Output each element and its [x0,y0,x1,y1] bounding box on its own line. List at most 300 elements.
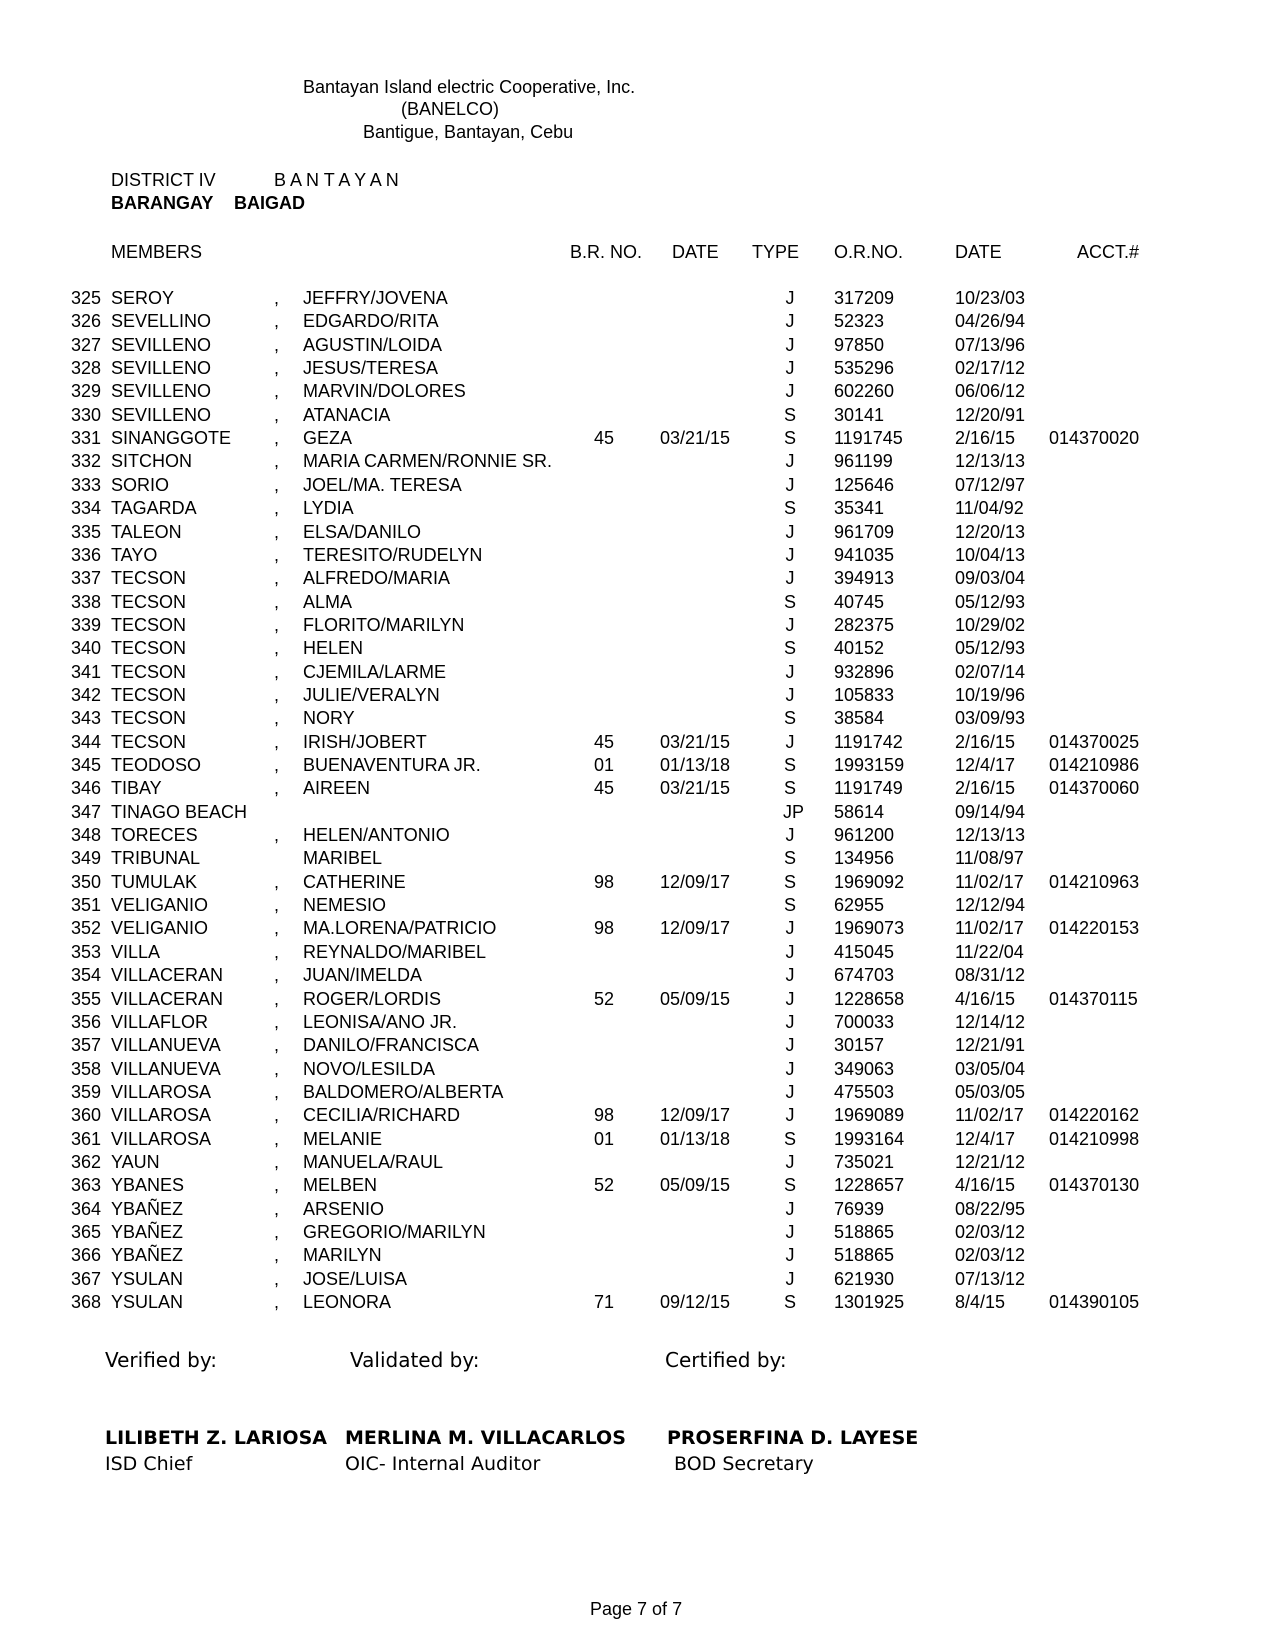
member-first-names: HELEN [303,638,364,659]
member-last-name: VILLANUEVA [111,1035,221,1056]
district-label: DISTRICT IV [111,170,216,190]
or-date: 12/4/17 [955,1128,1016,1149]
membership-type: J [785,1222,795,1242]
table-row [0,405,1275,428]
member-number: 350 [71,871,102,892]
name-separator: , [274,918,280,939]
account-number: 014210998 [1049,1128,1140,1149]
member-first-names: MELANIE [303,1128,383,1149]
or-number: 317209 [834,288,895,308]
col-acct: ACCT.# [1077,242,1140,262]
member-number: 330 [71,404,102,425]
membership-type: J [785,474,795,495]
member-first-names: ELSA/DANILO [303,521,422,542]
col-or-no: O.R.NO. [834,242,904,262]
or-date: 02/03/12 [955,1245,1026,1266]
member-last-name: VILLAROSA [111,1128,212,1149]
membership-type: S [783,848,796,869]
or-number: 535296 [834,358,895,379]
table-row [0,311,1275,334]
or-number: 97850 [834,334,885,355]
member-first-names: NORY [303,708,355,729]
col-date2: DATE [955,242,1002,262]
membership-type: J [785,1105,795,1126]
or-number: 475503 [834,1081,895,1102]
membership-type: J [785,1011,795,1032]
br-date: 12/09/17 [660,1105,731,1126]
table-row [0,989,1275,1012]
or-number: 1993159 [834,755,905,775]
or-date: 05/12/93 [955,591,1026,612]
table-row [0,942,1275,965]
membership-type: S [783,404,796,425]
member-last-name: YAUN [111,1151,160,1172]
table-row [0,1222,1275,1245]
table-row [0,1105,1275,1128]
table-row [0,428,1275,451]
member-number: 353 [71,941,102,962]
member-first-names: ATANACIA [303,404,391,425]
member-number: 344 [71,731,102,752]
member-last-name: TALEON [111,521,182,542]
member-first-names: NOVO/LESILDA [303,1058,436,1079]
member-number: 337 [71,568,102,589]
name-separator: , [274,1105,280,1126]
certified-by-caption: Certified by: [665,1348,787,1372]
membership-type: J [785,521,795,542]
or-date: 10/23/03 [955,288,1026,308]
table-row [0,1035,1275,1058]
certifier-title: BOD Secretary [674,1453,814,1475]
member-last-name: VILLACERAN [111,988,224,1009]
name-separator: , [274,334,280,355]
member-last-name: YSULAN [111,1268,184,1289]
membership-type: J [785,684,795,705]
table-row [0,802,1275,825]
name-separator: , [274,451,280,472]
membership-type: J [785,941,795,962]
or-number: 961199 [834,451,893,472]
membership-type: S [783,778,796,799]
member-number: 334 [71,498,102,519]
member-number: 335 [71,521,102,542]
table-row [0,335,1275,358]
member-first-names: REYNALDO/MARIBEL [303,941,487,962]
or-date: 11/08/97 [955,848,1024,869]
page-number: Page 7 of 7 [590,1599,683,1619]
member-first-names: JOEL/MA. TERESA [303,474,462,495]
table-row [0,615,1275,638]
member-number: 346 [71,778,102,799]
name-separator: , [274,404,280,425]
member-number: 358 [71,1058,102,1079]
member-last-name: YBAÑEZ [111,1245,184,1266]
member-first-names: TERESITO/RUDELYN [303,544,483,565]
or-number: 105833 [834,684,895,705]
table-row [0,1269,1275,1292]
member-last-name: TECSON [111,568,187,589]
table-row [0,1082,1275,1105]
member-last-name: TAGARDA [111,498,197,519]
member-last-name: SEVILLENO [111,404,212,425]
verifier-name: LILIBETH Z. LARIOSA [105,1427,327,1449]
or-number: 1993164 [834,1128,905,1149]
name-separator: , [274,358,280,379]
name-separator: , [274,1081,280,1102]
or-number: 1228658 [834,988,905,1009]
br-date: 03/21/15 [660,731,731,752]
or-date: 10/29/02 [955,614,1026,635]
or-number: 52323 [834,311,885,332]
member-last-name: TORECES [111,825,198,846]
member-first-names: JEFFRY/JOVENA [303,288,448,308]
table-row [0,755,1275,778]
or-date: 8/4/15 [955,1292,1006,1313]
member-number: 349 [71,848,102,869]
or-date: 06/06/12 [955,381,1026,402]
or-number: 1969089 [834,1105,905,1126]
barangay-label: BARANGAY [111,193,214,213]
name-separator: , [274,498,280,519]
or-number: 1301925 [834,1292,905,1313]
member-number: 368 [71,1292,102,1313]
member-first-names: DANILO/FRANCISCA [303,1035,480,1056]
or-number: 76939 [834,1198,885,1219]
member-number: 359 [71,1081,102,1102]
member-first-names: MARIBEL [303,848,383,869]
name-separator: , [274,568,280,589]
member-first-names: GEZA [303,428,353,449]
or-date: 10/19/96 [955,684,1026,705]
account-number: 014220153 [1049,918,1140,939]
table-row [0,1129,1275,1152]
col-br-no: B.R. NO. [570,242,643,262]
or-date: 12/13/13 [955,451,1026,472]
or-date: 12/4/17 [955,755,1016,775]
br-number: 45 [594,778,615,799]
name-separator: , [274,1292,280,1313]
member-first-names: NEMESIO [303,895,387,916]
br-number: 71 [594,1292,615,1313]
or-number: 961200 [834,825,895,846]
member-first-names: ALFREDO/MARIA [303,568,451,589]
or-number: 518865 [834,1245,895,1266]
or-date: 11/02/17 [955,1105,1024,1126]
membership-type: S [783,895,796,916]
membership-type: J [785,1268,795,1289]
name-separator: , [274,965,280,986]
br-date: 03/21/15 [660,428,731,449]
membership-type: J [785,731,795,752]
or-number: 415045 [834,941,895,962]
or-date: 12/14/12 [955,1011,1026,1032]
member-last-name: YBAÑEZ [111,1222,184,1242]
member-number: 339 [71,614,102,635]
table-row [0,1245,1275,1268]
or-number: 282375 [834,614,895,635]
member-first-names: LEONISA/ANO JR. [303,1011,458,1032]
member-last-name: SEVILLENO [111,381,212,402]
name-separator: , [274,1175,280,1196]
member-number: 360 [71,1105,102,1126]
or-number: 30141 [834,404,885,425]
table-row [0,1012,1275,1035]
member-first-names: JOSE/LUISA [303,1268,408,1289]
member-first-names: FLORITO/MARILYN [303,614,465,635]
or-date: 12/21/12 [955,1151,1026,1172]
or-number: 394913 [834,568,895,589]
member-last-name: SINANGGOTE [111,428,232,449]
member-last-name: TECSON [111,638,187,659]
table-row [0,592,1275,615]
name-separator: , [274,684,280,705]
member-last-name: TECSON [111,614,187,635]
table-row [0,778,1275,801]
member-number: 354 [71,965,102,986]
member-last-name: TECSON [111,661,187,682]
member-last-name: TIBAY [111,778,162,799]
name-separator: , [274,1151,280,1172]
member-first-names: JUAN/IMELDA [303,965,423,986]
name-separator: , [274,871,280,892]
member-first-names: BALDOMERO/ALBERTA [303,1081,504,1102]
member-first-names: JESUS/TERESA [303,358,439,379]
or-date: 05/12/93 [955,638,1026,659]
or-date: 08/22/95 [955,1198,1026,1219]
account-number: 014370115 [1049,988,1138,1009]
member-first-names: MANUELA/RAUL [303,1151,444,1172]
or-date: 12/20/13 [955,521,1026,542]
br-date: 12/09/17 [660,871,731,892]
name-separator: , [274,614,280,635]
or-date: 12/12/94 [955,895,1026,916]
account-number: 014370020 [1049,428,1140,449]
or-number: 349063 [834,1058,895,1079]
table-row [0,288,1275,311]
member-last-name: YBAÑEZ [111,1198,184,1219]
account-number: 014210963 [1049,871,1140,892]
member-number: 332 [71,451,102,472]
member-first-names: BUENAVENTURA JR. [303,755,481,775]
org-abbr: (BANELCO) [401,99,500,119]
account-number: 014220162 [1049,1105,1140,1126]
member-last-name: VILLAROSA [111,1105,212,1126]
member-last-name: SEVILLENO [111,358,212,379]
name-separator: , [274,731,280,752]
name-separator: , [274,1128,280,1149]
or-number: 674703 [834,965,895,986]
table-row [0,358,1275,381]
or-number: 38584 [834,708,885,729]
member-number: 357 [71,1035,102,1056]
member-first-names: ALMA [303,591,353,612]
name-separator: , [274,988,280,1009]
or-number: 1969092 [834,871,905,892]
member-last-name: TRIBUNAL [111,848,201,869]
br-date: 03/21/15 [660,778,731,799]
or-date: 4/16/15 [955,988,1016,1009]
member-first-names: MARILYN [303,1245,382,1266]
member-last-name: TECSON [111,708,187,729]
name-separator: , [274,755,280,775]
member-number: 356 [71,1011,102,1032]
member-first-names: HELEN/ANTONIO [303,825,450,846]
or-date: 11/02/17 [955,871,1024,892]
membership-type: S [783,591,796,612]
or-date: 2/16/15 [955,428,1016,449]
member-number: 352 [71,918,102,939]
member-first-names: JULIE/VERALYN [303,684,440,705]
br-number: 98 [594,1105,615,1126]
br-number: 45 [594,428,615,449]
member-number: 342 [71,684,102,705]
table-row [0,732,1275,755]
membership-type: J [785,1245,795,1266]
member-last-name: VILLANUEVA [111,1058,221,1079]
table-row [0,1199,1275,1222]
or-date: 03/05/04 [955,1058,1026,1079]
or-number: 40152 [834,638,885,659]
membership-type: S [783,638,796,659]
membership-type: J [785,568,795,589]
br-date: 01/13/18 [660,755,731,775]
membership-type: J [785,451,795,472]
member-first-names: LYDIA [303,498,354,519]
member-first-names: MELBEN [303,1175,378,1196]
member-last-name: TECSON [111,731,187,752]
or-date: 10/04/13 [955,544,1026,565]
member-last-name: TINAGO BEACH [111,801,248,822]
membership-type: J [785,544,795,565]
member-last-name: TECSON [111,591,187,612]
member-first-names: ARSENIO [303,1198,385,1219]
or-number: 961709 [834,521,895,542]
member-last-name: VILLACERAN [111,965,224,986]
member-number: 325 [71,288,102,308]
table-row [0,451,1275,474]
member-number: 347 [71,801,102,822]
membership-type: J [785,1035,795,1056]
membership-type: J [785,1081,795,1102]
membership-type: J [785,311,795,332]
or-number: 700033 [834,1011,895,1032]
br-date: 09/12/15 [660,1292,731,1313]
member-first-names: ROGER/LORDIS [303,988,442,1009]
name-separator: , [274,521,280,542]
br-number: 98 [594,918,615,939]
member-number: 367 [71,1268,102,1289]
member-number: 326 [71,311,102,332]
table-row [0,708,1275,731]
member-number: 340 [71,638,102,659]
table-row [0,1059,1275,1082]
member-first-names: EDGARDO/RITA [303,311,439,332]
or-date: 4/16/15 [955,1175,1016,1196]
name-separator: , [274,288,280,308]
or-number: 518865 [834,1222,895,1242]
membership-type: J [785,1151,795,1172]
member-number: 361 [71,1128,102,1149]
member-number: 355 [71,988,102,1009]
membership-type: S [783,708,796,729]
member-first-names: MARIA CARMEN/RONNIE SR. [303,451,553,472]
or-date: 2/16/15 [955,731,1016,752]
table-row [0,918,1275,941]
or-date: 02/03/12 [955,1222,1026,1242]
verified-by-caption: Verified by: [105,1348,217,1372]
name-separator: , [274,381,280,402]
br-date: 05/09/15 [660,988,731,1009]
membership-type: S [783,1128,796,1149]
or-date: 07/13/12 [955,1268,1026,1289]
member-last-name: VILLAFLOR [111,1011,209,1032]
name-separator: , [274,1011,280,1032]
member-last-name: TECSON [111,684,187,705]
table-row [0,545,1275,568]
table-row [0,498,1275,521]
account-number: 014210986 [1049,755,1140,775]
or-date: 02/07/14 [955,661,1026,682]
or-date: 12/20/91 [955,404,1026,425]
br-number: 01 [594,1128,615,1149]
br-number: 01 [594,755,615,775]
table-row [0,638,1275,661]
name-separator: , [274,428,280,449]
member-first-names: LEONORA [303,1292,392,1313]
name-separator: , [274,661,280,682]
or-number: 35341 [834,498,885,519]
or-date: 05/03/05 [955,1081,1026,1102]
membership-type: JP [783,801,805,822]
member-first-names: AGUSTIN/LOIDA [303,334,443,355]
or-number: 1191745 [834,428,903,449]
table-row [0,848,1275,871]
or-date: 08/31/12 [955,965,1026,986]
member-number: 331 [71,428,102,449]
member-number: 343 [71,708,102,729]
member-last-name: TUMULAK [111,871,198,892]
membership-type: J [785,825,795,846]
table-row [0,825,1275,848]
table-row [0,1175,1275,1198]
name-separator: , [274,474,280,495]
or-date: 12/21/91 [955,1035,1026,1056]
district-town: B A N T A Y A N [274,170,399,190]
name-separator: , [274,1058,280,1079]
or-number: 134956 [834,848,895,869]
validated-by-caption: Validated by: [350,1348,480,1372]
member-first-names: IRISH/JOBERT [303,731,427,752]
or-number: 1228657 [834,1175,905,1196]
table-row [0,872,1275,895]
member-number: 365 [71,1222,102,1242]
name-separator: , [274,825,280,846]
table-row [0,381,1275,404]
member-first-names: CECILIA/RICHARD [303,1105,461,1126]
or-number: 735021 [834,1151,895,1172]
member-number: 351 [71,895,102,916]
membership-type: J [785,614,795,635]
or-number: 58614 [834,801,885,822]
validator-title: OIC- Internal Auditor [345,1453,541,1475]
name-separator: , [274,311,280,332]
membership-type: S [783,1175,796,1196]
member-last-name: SEROY [111,288,175,308]
membership-type: J [785,918,795,939]
member-last-name: SITCHON [111,451,192,472]
table-row [0,568,1275,591]
name-separator: , [274,1035,280,1056]
